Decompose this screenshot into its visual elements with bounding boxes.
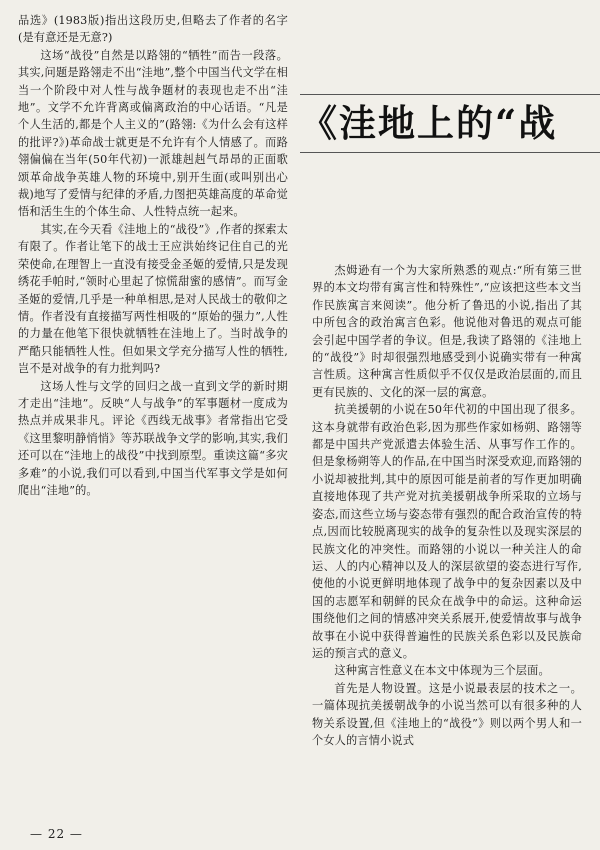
right-paragraph-1: 杰姆逊有一个为大家所熟悉的观点:“所有第三世界的本文均带有寓言性和特殊性”,“应该把这些本文当作民族寓言来阅读”。他分析了鲁迅的小说,指出了其中所包含的政治寓言色彩。他说他对鲁迅的观点可能会引起中国学者的争议。但是,我读了路翎的《洼地上的“战役”》时却很强烈地感受到小说确实带有一种寓言性质。这种寓言性质似乎不仅仅是政治层面的,而且更有民族的、文化的深一层的寓意。 [312, 264, 582, 399]
article-title: 《洼地上的“战 [300, 101, 558, 145]
left-paragraph-3: 其实,在今天看《洼地上的“战役”》,作者的探索太有限了。作者让笔下的战士王应洪始终记住自己的光荣使命,在理智上一直没有接受金圣姬的爱情,只是发现绣花手帕时,“领时心里起了惊慌甜蜜的感情”。而写金圣姬的爱情,几乎是一种单相思,是对人民战士的敬仰之情。作者没有直接描写两性相吸的“原始的强力”,人性的力量在他笔下很快就牺牲在洼地上了。当时战争的严酷只能牺牲人性。但如果文学充分描写人性的牺牲,岂不是对战争的有力批判吗? [18, 222, 288, 376]
right-column [312, 262, 582, 749]
left-column [18, 12, 288, 499]
right-paragraph-2: 抗美援朝的小说在50年代初的中国出现了很多。这本身就带有政治色彩,因为那些作家如杨朔、路翎等都是中国共产党派遣去体验生活、从事写作工作的。但是象杨朔等人的作品,在中国当时深受欢迎,而路翎的小说却被批判,其中的原因可能是前者的写作更加明确直接地体现了共产党对抗美援朝战争所采取的立场与姿态,而这些立场与姿态带有强烈的配合政治宣传的特点,因而比较脱离现实的战争的复杂性以及现实深层的民族文化的冲突性。而路翎的小说以一种关注人的命运、人的内心精神以及人的深层欲望的姿态进行写作,使他的小说更鲜明地体现了战争中的复杂因素以及中国的志愿军和朝鲜的民众在战争中的命运。这种命运围绕他们之间的情感冲突关系展开,使爱情故事与战争故事在小说中获得普遍性的民族关系色彩以及民族命运的预言式的意义。 [312, 403, 582, 660]
right-paragraph-3: 这种寓言性意义在本文中体现为三个层面。 [334, 664, 550, 678]
left-paragraph-4: 这场人性与文学的回归之战一直到文学的新时期才走出“洼地”。反映“人与战争”的军事题材一度成为热点并成果非凡。评论《西线无战事》者常指出它受《这里黎明静悄悄》等苏联战争文学的影响,其实,我们还可以在“洼地上的战役”中找到原型。重读这篇“多灾多难”的小说,我们可以看到,中国当代军事文学是如何爬出“洼地”的。 [18, 379, 288, 497]
page-number: — 22 — [30, 827, 83, 841]
title-rule-top [300, 94, 600, 95]
left-paragraph-2: 这场“战役”自然是以路翎的“牺牲”而告一段落。其实,问题是路翎走不出“洼地”,整个中国当代文学在相当一个阶段中对人性与战争题材的表现也走不出“洼地”。文学不允许背离或偏离政治的中心话语。“凡是个人生活的,都是个人主义的”(路翎:《为什么会有这样的批评?》)革命战士就更是不允许有个人情感了。而路翎偏偏在当年(50年代初)一派雄赳赳气昂昂的正面歌颂革命战争英雄人物的环境中,别开生面(或叫别出心裁)地写了爱情与纪律的矛盾,力图把英雄高度的革命觉悟和活生生的个体生命、人性特点统一起来。 [18, 48, 288, 219]
left-paragraph-1: 品选》(1983版)指出这段历史,但略去了作者的名字(是有意还是无意?) [18, 14, 288, 45]
right-paragraph-4: 首先是人物设置。这是小说最表层的技术之一。一篇体现抗美援朝战争的小说当然可以有很多种的人物关系设置,但《洼地上的“战役”》则以两个男人和一个女人的言情小说式 [312, 681, 582, 747]
title-rule-bottom [300, 152, 600, 153]
